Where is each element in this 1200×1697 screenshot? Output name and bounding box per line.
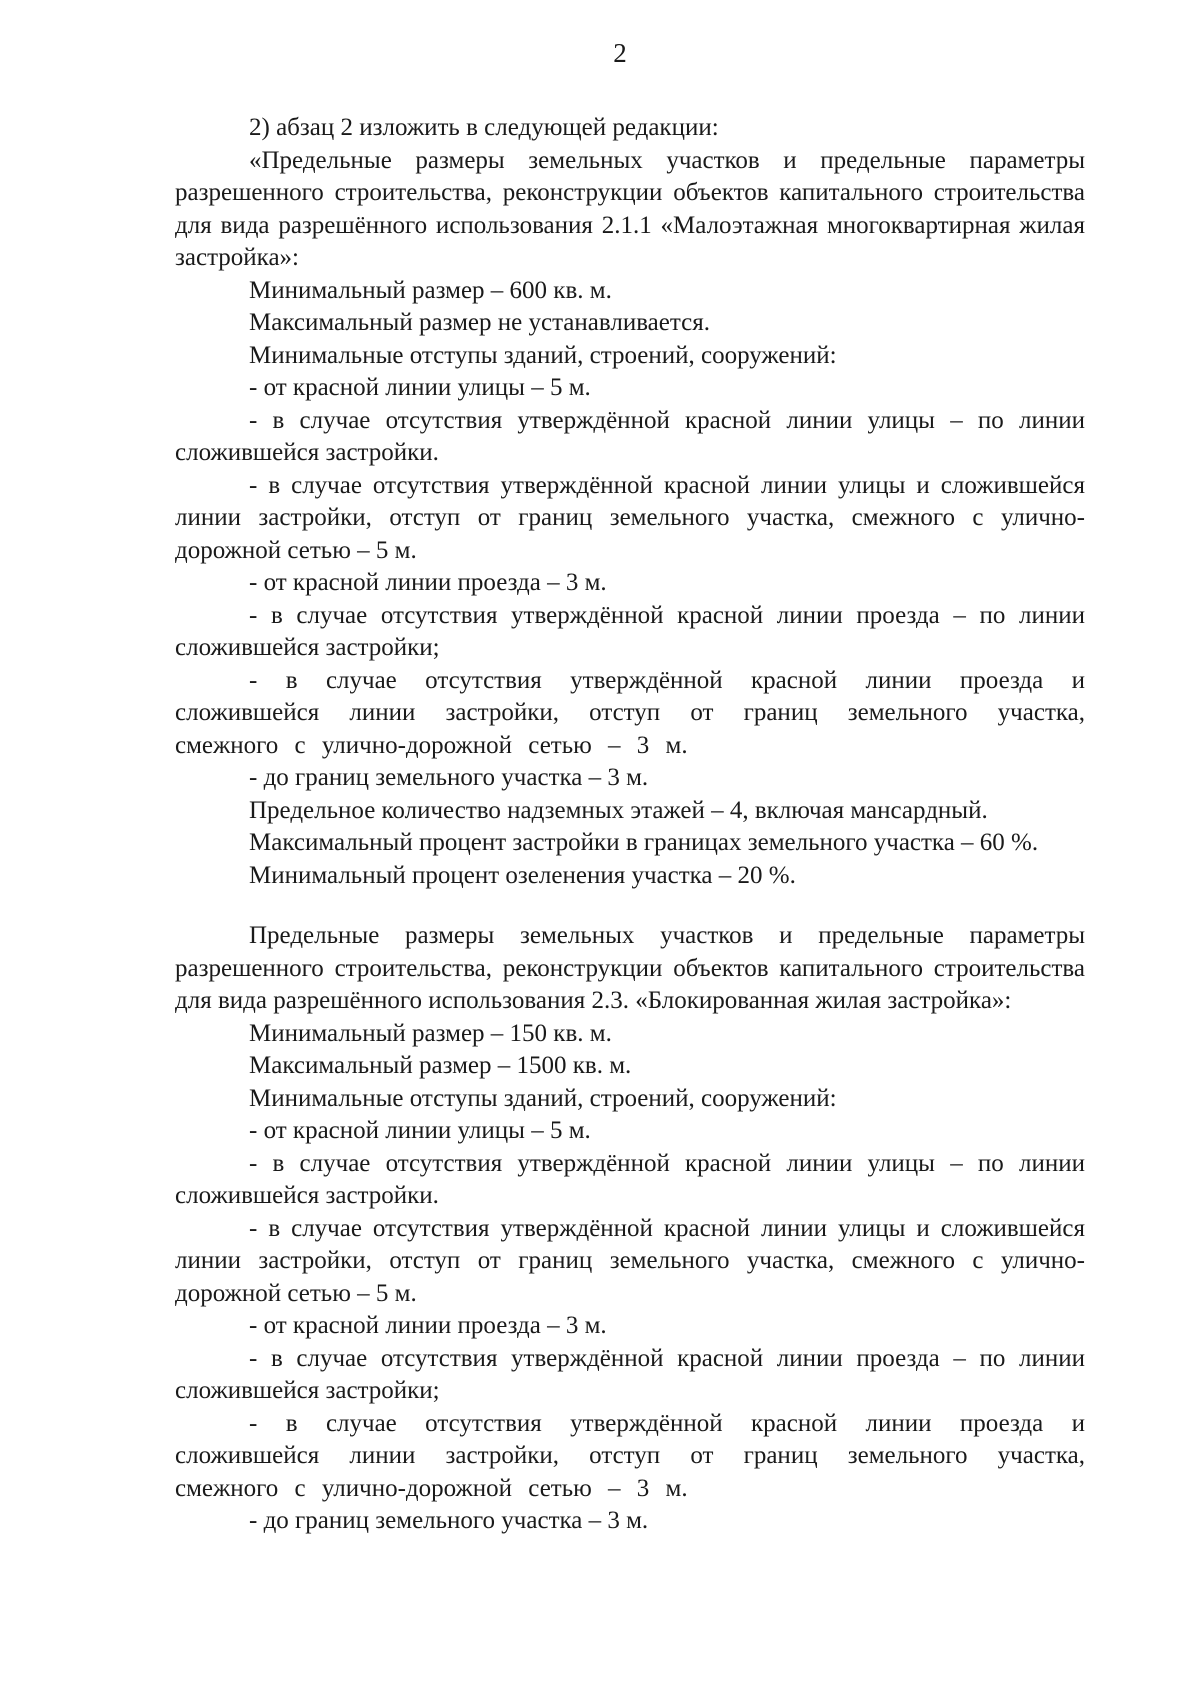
setback-item: - в случае отсутствия утверждённой красной линии улицы – по линии сложившейся застройки. <box>175 406 1085 466</box>
setback-item: - в случае отсутствия утверждённой красной линии улицы и сложившейся линии застройки, отступ от границ земельного участка, смежного с улично-дорожной сетью – 5 м. <box>175 471 1085 564</box>
param-min-size: Минимальный размер – 150 кв. м. <box>249 1019 612 1047</box>
param-min-greenery: Минимальный процент озеленения участка – 20 %. <box>249 861 796 889</box>
page-number: 2 <box>613 38 627 68</box>
section-heading: «Предельные размеры земельных участков и предельные параметры разрешенного строительства, реконструкции объектов капитального строительства для вида разрешённого использования 2.1.1 «Малоэтажная многоквартирная жилая застройка»: <box>175 146 1085 271</box>
param-max-coverage: Максимальный процент застройки в границах земельного участка – 60 %. <box>249 829 1039 856</box>
param-min-setbacks: Минимальные отступы зданий, строений, сооружений: <box>249 1084 837 1112</box>
setback-item: - до границ земельного участка – 3 м. <box>249 764 649 791</box>
section-heading: Предельные размеры земельных участков и предельные параметры разрешенного строительства, реконструкции объектов капитального строительства для вида разрешённого использования 2.3. «Блокированная жилая застройка»: <box>175 922 1085 1014</box>
section-multi-apartment <box>175 112 1085 892</box>
setback-item: - в случае отсутствия утверждённой красной линии улицы и сложившейся линии застройки, отступ от границ земельного участка, смежного с улично-дорожной сетью – 5 м. <box>175 1214 1085 1307</box>
setback-item: - в случае отсутствия утверждённой красной линии проезда – по линии сложившейся застройки; <box>175 1344 1085 1404</box>
param-max-size: Максимальный размер – 1500 кв. м. <box>249 1052 632 1079</box>
param-max-size: Максимальный размер не устанавливается. <box>249 309 710 336</box>
setback-item: - от красной линии улицы – 5 м. <box>249 374 591 401</box>
amendment-instruction: 2) абзац 2 изложить в следующей редакции: <box>249 114 719 141</box>
setback-item: - в случае отсутствия утверждённой красной линии проезда и сложившейся линии застройки, отступ от границ земельного участка, смежного с улично-дорожной сетью – 3 м. <box>175 1409 1085 1502</box>
param-min-setbacks: Минимальные отступы зданий, строений, сооружений: <box>249 341 837 369</box>
setback-item: - в случае отсутствия утверждённой красной линии проезда – по линии сложившейся застройки; <box>175 601 1085 661</box>
setback-item: - от красной линии улицы – 5 м. <box>249 1117 591 1144</box>
setback-item: - от красной линии проезда – 3 м. <box>249 569 607 596</box>
param-min-size: Минимальный размер – 600 кв. м. <box>249 276 612 304</box>
setback-item: - в случае отсутствия утверждённой красной линии улицы – по линии сложившейся застройки. <box>175 1149 1085 1209</box>
setback-item: - от красной линии проезда – 3 м. <box>249 1312 607 1339</box>
setback-item: - в случае отсутствия утверждённой красной линии проезда и сложившейся линии застройки, отступ от границ земельного участка, смежного с улично-дорожной сетью – 3 м. <box>175 666 1085 759</box>
setback-item: - до границ земельного участка – 3 м. <box>249 1507 649 1534</box>
param-max-floors: Предельное количество надземных этажей – 4, включая мансардный. <box>249 796 988 824</box>
section-blocked-housing <box>175 920 1085 1538</box>
